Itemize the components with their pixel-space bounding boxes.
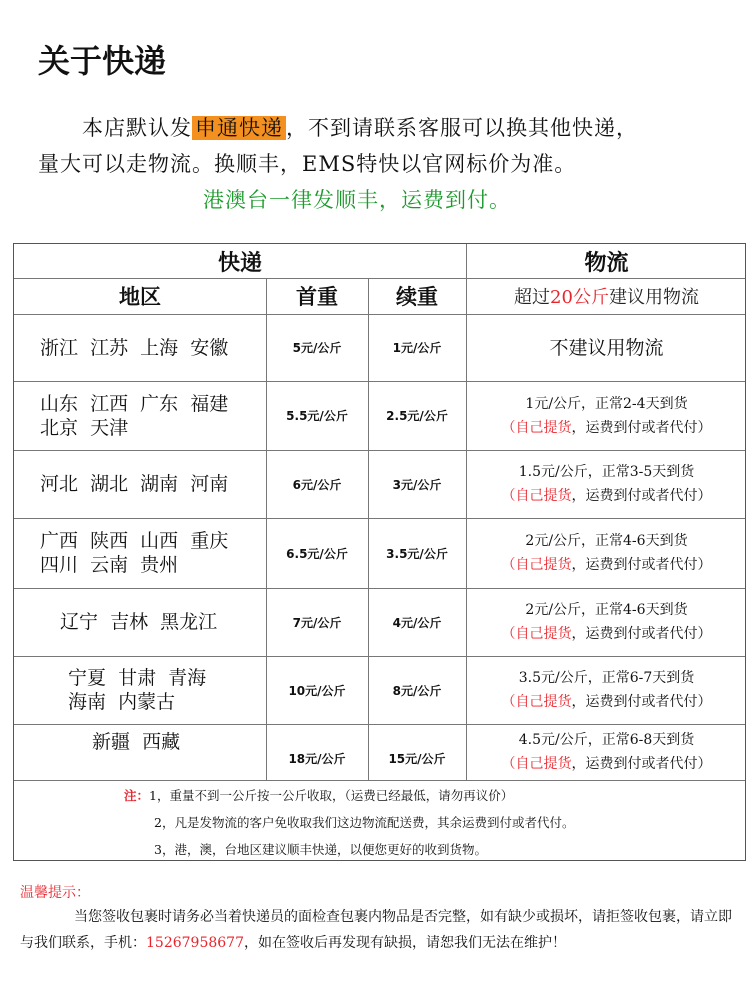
first-weight-price: 6.5元/公斤	[286, 546, 348, 561]
self-pickup: （自己提货	[501, 419, 572, 436]
tip-text: ，如在签收后再发现有缺损，请恕我们无法在维护！	[243, 935, 566, 951]
payment-note: ，运费到付或者代付）	[571, 626, 712, 642]
payment-note: ，运费到付或者代付）	[571, 488, 712, 504]
table-row-region	[14, 656, 266, 724]
note-line-1	[14, 782, 745, 809]
table-row-region	[14, 450, 266, 518]
first-weight-price: 10元/公斤	[288, 683, 346, 698]
logistics-info	[466, 450, 747, 518]
note-line-2: 2，凡是发物流的客户免收取我们这边物流配送费，其余运费到付或者代付。	[154, 815, 575, 830]
logistics-note-text: 建议用物流	[608, 287, 699, 308]
extra-weight-price: 4元/公斤	[392, 615, 442, 630]
extra-weight-price: 8元/公斤	[392, 683, 442, 698]
intro-line-3: 港澳台一律发顺丰，运费到付。	[203, 188, 511, 212]
logistics-rate: 2元/公斤，正常4-6天到货	[525, 602, 688, 618]
intro-line-1	[82, 112, 638, 142]
logistics-delivery-note	[502, 484, 712, 508]
tip-body	[20, 904, 738, 956]
notes-label: 注：	[124, 788, 150, 803]
header-express: 快递	[217, 250, 262, 276]
logistics-rate: 4.5元/公斤，正常6-8天到货	[518, 732, 695, 748]
logistics-info	[466, 518, 747, 588]
note-line-3: 3，港，澳，台地区建议顺丰快递，以便您更好的收到货物。	[154, 842, 487, 857]
first-weight-price: 6元/公斤	[292, 477, 342, 492]
region-line: 四川 云南 贵州	[40, 554, 179, 576]
intro-line-2: 量大可以走物流。换顺丰，EMS特快以官网标价为准。	[38, 152, 577, 176]
table-notes	[14, 782, 745, 863]
logistics-info	[466, 381, 747, 450]
logistics-delivery-note	[502, 752, 712, 776]
column-extra-weight: 续重	[396, 285, 438, 309]
logistics-delivery-note	[502, 690, 712, 714]
table-row-region	[14, 314, 266, 381]
first-weight-price: 18元/公斤	[288, 751, 346, 766]
region-line: 宁夏 甘肃 青海	[68, 667, 207, 689]
intro-text-a: 本店默认发	[82, 116, 192, 140]
table-row-region	[14, 381, 266, 450]
payment-note: ，运费到付或者代付）	[571, 557, 712, 573]
column-first-weight: 首重	[296, 285, 338, 309]
extra-weight-price: 1元/公斤	[392, 341, 442, 355]
region-line: 海南 内蒙古	[68, 691, 176, 713]
extra-weight-price: 3元/公斤	[392, 477, 442, 492]
shipping-rate-table	[13, 243, 746, 861]
tip-text: 当您签收包裹时请务必当着快递员的面检查包裹内物品是否完整，如有缺少或损坏，请拒签收包裹，请立即与我们联系，手机：	[20, 909, 732, 951]
weight-threshold: 20公斤	[550, 287, 609, 308]
first-weight-price: 7元/公斤	[292, 615, 342, 630]
table-divider	[14, 780, 745, 781]
logistics-rate: 2元/公斤，正常4-6天到货	[525, 533, 688, 549]
page-title: 关于快递	[38, 42, 167, 80]
extra-weight-price: 2.5元/公斤	[386, 409, 448, 423]
logistics-info	[466, 588, 747, 656]
tip-title: 温馨提示：	[20, 885, 90, 901]
logistics-rate: 1.5元/公斤，正常3-5天到货	[518, 464, 695, 480]
phone-number: 15267958677	[146, 935, 244, 951]
region-line: 河北 湖北 湖南 河南	[40, 473, 229, 495]
region-line: 北京 天津	[40, 416, 129, 439]
payment-note: ，运费到付或者代付）	[571, 756, 712, 772]
self-pickup: （自己提货	[501, 626, 572, 642]
logistics-delivery-note	[502, 416, 712, 440]
logistics-rate: 1元/公斤，正常2-4天到货	[525, 395, 688, 412]
payment-note: ，运费到付或者代付）	[571, 419, 712, 436]
region-line: 山东 江西 广东 福建	[40, 392, 229, 415]
logistics-info	[466, 656, 747, 724]
default-courier-highlight: 申通快递	[192, 116, 286, 140]
table-row-region	[14, 588, 266, 656]
column-logistics-note	[466, 278, 747, 314]
first-weight-price: 5元/公斤	[292, 341, 342, 355]
logistics-note-text: 超过	[514, 287, 551, 308]
note-text: 1，重量不到一公斤按一公斤收取，（运费已经最低，请勿再议价）	[149, 788, 514, 803]
logistics-info	[466, 724, 747, 780]
self-pickup: （自己提货	[501, 756, 572, 772]
region-line: 浙江 江苏 上海 安徽	[40, 336, 229, 359]
extra-weight-price: 3.5元/公斤	[386, 546, 448, 561]
region-line: 辽宁 吉林 黑龙江	[60, 611, 218, 633]
column-region: 地区	[119, 285, 161, 309]
logistics-delivery-note	[502, 553, 712, 577]
table-row-region	[14, 724, 266, 780]
logistics-delivery-note	[502, 622, 712, 646]
logistics-info: 不建议用物流	[549, 336, 664, 359]
self-pickup: （自己提货	[501, 488, 572, 504]
first-weight-price: 5.5元/公斤	[286, 409, 348, 423]
self-pickup: （自己提货	[501, 557, 572, 573]
payment-note: ，运费到付或者代付）	[571, 694, 712, 710]
header-logistics: 物流	[584, 250, 629, 276]
table-row-region	[14, 518, 266, 588]
intro-text-b: ，不到请联系客服可以换其他快递，	[286, 116, 638, 140]
region-line: 新疆 西藏	[92, 731, 181, 753]
self-pickup: （自己提货	[501, 694, 572, 710]
extra-weight-price: 15元/公斤	[388, 751, 446, 766]
logistics-rate: 3.5元/公斤，正常6-7天到货	[518, 670, 695, 686]
region-line: 广西 陕西 山西 重庆	[40, 530, 229, 552]
